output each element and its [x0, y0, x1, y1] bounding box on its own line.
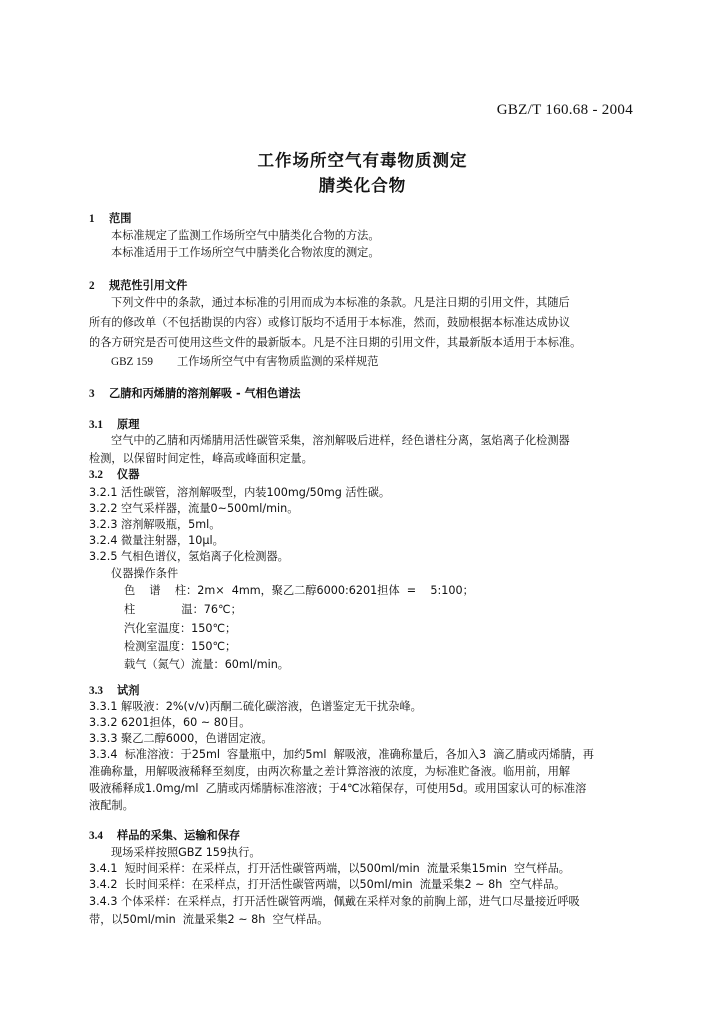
subsection-number: 3.2	[89, 469, 103, 481]
section-number: 3	[89, 388, 95, 400]
condition-item: 检测室温度：150℃；	[124, 640, 237, 653]
section-1-heading	[89, 212, 131, 226]
subsection-title: 仪器	[117, 468, 140, 481]
section-number: 2	[89, 280, 95, 292]
paragraph-line: 3.3.4 标准溶液：于25ml 容量瓶中，加约5ml 解吸液，准确称量后，各加入3 滴乙腈或丙烯腈，再	[89, 748, 594, 761]
list-item: 3.4.2 长时间采样：在采样点，打开活性碳管两端，以50ml/min 流量采集2 ~ 8h 空气样品。	[89, 878, 566, 891]
list-item: 3.2.1 活性碳管，溶剂解吸型，内装100mg/50mg 活性碳。	[89, 486, 391, 499]
subsection-title: 试剂	[117, 684, 140, 697]
paragraph: 本标准规定了监测工作场所空气中腈类化合物的方法。	[111, 229, 380, 242]
condition-item: 柱 温：76℃；	[124, 603, 242, 616]
paragraph-line: 3.4.3 个体采样：在采样点，打开活性碳管两端，佩戴在采样对象的前胸上部，进气口尽量接近呼吸	[89, 895, 580, 908]
list-item: 3.2.2 空气采样器，流量0~500ml/min。	[89, 502, 299, 515]
section-2-heading	[89, 279, 187, 293]
section-title: 乙腈和丙烯腈的溶剂解吸 - 气相色谱法	[109, 387, 301, 400]
document-title-line1: 工作场所空气有毒物质测定	[257, 151, 468, 170]
subsection-number: 3.4	[89, 830, 103, 842]
paragraph-line: 液配制。	[89, 799, 134, 812]
reference-code: GBZ 159	[111, 356, 153, 368]
subsection-title: 样品的采集、运输和保存	[117, 829, 241, 842]
subsection-3-2-heading	[89, 468, 139, 482]
section-3-heading	[89, 387, 300, 401]
list-item: 3.2.3 溶剂解吸瓶，5ml。	[89, 518, 221, 531]
condition-item: 载气（氮气）流量：60ml/min。	[124, 658, 289, 671]
condition-item: 汽化室温度：150℃；	[124, 622, 237, 635]
condition-item: 色 谱 柱：2m× 4mm，聚乙二醇6000:6201担体 = 5:100；	[124, 584, 474, 597]
subsection-3-4-heading	[89, 829, 240, 843]
reference-title: 工作场所空气中有害物质监测的采样规范	[177, 355, 379, 368]
list-item: 3.4.1 短时间采样：在采样点，打开活性碳管两端，以500ml/min 流量采集15min 空气样品。	[89, 862, 570, 875]
paragraph-line: 准确称量，用解吸液稀释至刻度，由两次称量之差计算溶液的浓度，为标准贮备液。临用前，用解	[89, 765, 571, 778]
paragraph-line: 带，以50ml/min 流量采集2 ~ 8h 空气样品。	[89, 913, 329, 926]
subsection-number: 3.1	[89, 419, 103, 431]
paragraph-line: 所有的修改单（不包括勘误的内容）或修订版均不适用于本标准，然而，鼓励根据本标准达成协议	[89, 316, 571, 329]
standard-number: GBZ/T 160.68 - 2004	[496, 102, 633, 118]
list-item: 3.2.5 气相色谱仪，氢焰离子化检测器。	[89, 550, 289, 563]
list-item: 3.3.1 解吸液：2%(v/v)丙酮二硫化碳溶液，色谱鉴定无干扰杂峰。	[89, 700, 422, 713]
paragraph-line: 检测，以保留时间定性，峰高或峰面积定量。	[89, 452, 313, 465]
conditions-title: 仪器操作条件	[111, 567, 179, 580]
list-item: 3.3.3 聚乙二醇6000，色谱固定液。	[89, 732, 273, 745]
subsection-title: 原理	[117, 418, 140, 431]
list-item: 3.3.2 6201担体，60 ~ 80目。	[89, 716, 251, 729]
section-title: 规范性引用文件	[109, 279, 188, 292]
section-title: 范围	[109, 212, 132, 225]
document-title-line2: 腈类化合物	[318, 176, 407, 195]
paragraph: 本标准适用于工作场所空气中腈类化合物浓度的测定。	[111, 246, 380, 259]
subsection-number: 3.3	[89, 685, 103, 697]
paragraph-line: 的各方研究是否可使用这些文件的最新版本。凡是不注日期的引用文件，其最新版本适用于本标准。	[89, 336, 582, 349]
subsection-3-1-heading	[89, 418, 139, 432]
paragraph-line: 吸液稀释成1.0mg/ml 乙腈或丙烯腈标准溶液；于4℃冰箱保存，可使用5d。或用国家认可的标准溶	[89, 782, 587, 795]
paragraph-line: 空气中的乙腈和丙烯腈用活性碳管采集，溶剂解吸后进样，经色谱柱分离，氢焰离子化检测器	[111, 434, 570, 447]
paragraph: 现场采样按照GBZ 159执行。	[111, 846, 261, 859]
list-item: 3.2.4 微量注射器，10μl。	[89, 534, 224, 547]
paragraph-line: 下列文件中的条款，通过本标准的引用而成为本标准的条款。凡是注日期的引用文件，其随后	[111, 296, 570, 309]
section-number: 1	[89, 213, 95, 225]
subsection-3-3-heading	[89, 684, 139, 698]
normative-reference	[111, 355, 378, 369]
